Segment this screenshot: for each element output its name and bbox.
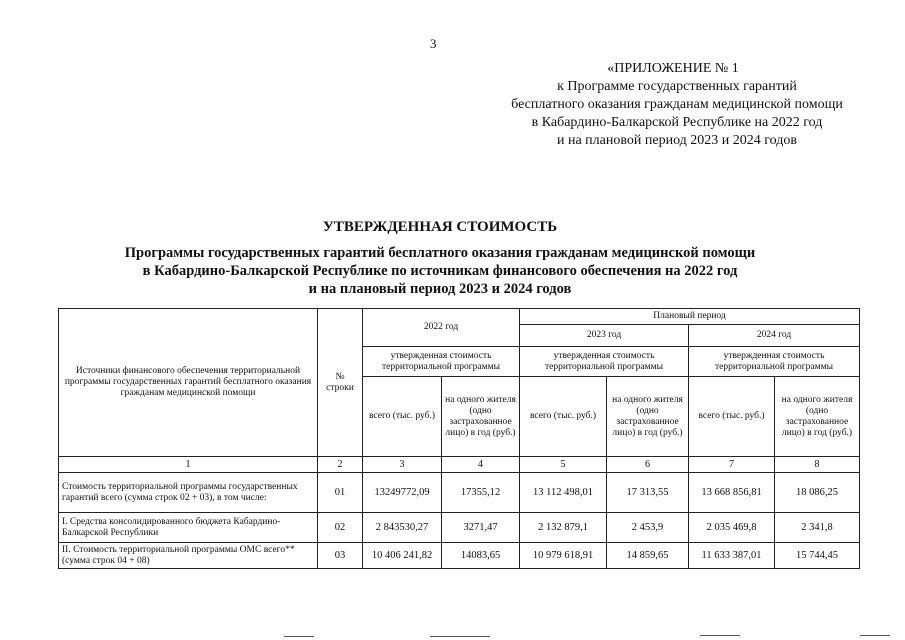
table-row bbox=[59, 543, 860, 569]
cell-value: 2 453,9 bbox=[607, 513, 689, 543]
cell-value: 10 979 618,91 bbox=[520, 543, 607, 569]
column-number: 8 bbox=[775, 457, 860, 473]
header-total: всего (тыс. руб.) bbox=[363, 377, 442, 457]
appendix-block bbox=[487, 60, 867, 150]
appendix-line: к Программе государственных гарантий bbox=[557, 79, 797, 94]
column-number: 1 bbox=[59, 457, 318, 473]
row-label: II. Стоимость территориальной программы ОМС всего** (сумма строк 04 + 08) bbox=[59, 543, 318, 569]
table-row bbox=[59, 473, 860, 513]
column-number: 2 bbox=[318, 457, 363, 473]
table-row bbox=[59, 513, 860, 543]
row-number: 03 bbox=[318, 543, 363, 569]
column-number: 3 bbox=[363, 457, 442, 473]
cell-value: 11 633 387,01 bbox=[689, 543, 775, 569]
column-number: 5 bbox=[520, 457, 607, 473]
header-planned-period: Плановый период bbox=[520, 309, 860, 325]
cell-value: 2 843530,27 bbox=[363, 513, 442, 543]
page-number: 3 bbox=[430, 36, 437, 51]
row-label: I. Средства консолидированного бюджета Кабардино-Балкарской Республики bbox=[59, 513, 318, 543]
appendix-line: и на плановой период 2023 и 2024 годов bbox=[556, 133, 798, 148]
row-number: 01 bbox=[318, 473, 363, 513]
header-approved-cost: утвержденная стоимость территориальной программы bbox=[520, 347, 689, 377]
cell-value: 13249772,09 bbox=[363, 473, 442, 513]
column-numbers-row bbox=[59, 457, 860, 473]
header-year-2023: 2023 год bbox=[520, 325, 689, 347]
cell-value: 2 035 469,8 bbox=[689, 513, 775, 543]
header-year-2024: 2024 год bbox=[689, 325, 860, 347]
scan-artifact bbox=[284, 636, 314, 637]
approved-cost-table bbox=[58, 308, 860, 569]
row-number: 02 bbox=[318, 513, 363, 543]
column-number: 7 bbox=[689, 457, 775, 473]
cell-value: 13 668 856,81 bbox=[689, 473, 775, 513]
cell-value: 17355,12 bbox=[442, 473, 520, 513]
row-label: Стоимость территориальной программы государственных гарантий всего (сумма строк 02 + 03), в том числе: bbox=[59, 473, 318, 513]
header-per-resident: на одного жителя (одно застрахованное лицо) в год (руб.) bbox=[442, 377, 520, 457]
header-source: Источники финансового обеспечения территориальной программы государственных гарантий бесплатного оказания гражданам медицинской помощи bbox=[59, 309, 318, 457]
cell-value: 18 086,25 bbox=[775, 473, 860, 513]
header-total: всего (тыс. руб.) bbox=[520, 377, 607, 457]
cell-value: 13 112 498,01 bbox=[520, 473, 607, 513]
cell-value: 17 313,55 bbox=[607, 473, 689, 513]
cell-value: 2 132 879,1 bbox=[520, 513, 607, 543]
column-number: 4 bbox=[442, 457, 520, 473]
title-line: и на плановый период 2023 и 2024 годов bbox=[308, 281, 572, 297]
title-main: УТВЕРЖДЕННАЯ СТОИМОСТЬ bbox=[322, 219, 558, 235]
appendix-heading: «ПРИЛОЖЕНИЕ № 1 bbox=[607, 61, 739, 76]
document-title bbox=[60, 218, 820, 298]
title-line: Программы государственных гарантий бесплатного оказания гражданам медицинской помощи bbox=[124, 245, 756, 261]
appendix-line: в Кабардино-Балкарской Республике на 2022 год bbox=[531, 115, 823, 130]
title-line: в Кабардино-Балкарской Республике по источникам финансового обеспечения на 2022 год bbox=[142, 263, 738, 279]
header-total: всего (тыс. руб.) bbox=[689, 377, 775, 457]
header-approved-cost: утвержденная стоимость территориальной программы bbox=[689, 347, 860, 377]
cell-value: 15 744,45 bbox=[775, 543, 860, 569]
scan-artifact bbox=[860, 635, 890, 636]
header-year-2022: 2022 год bbox=[363, 309, 520, 347]
scan-artifact bbox=[430, 636, 490, 637]
header-row-number: № строки bbox=[318, 309, 363, 457]
cell-value: 14 859,65 bbox=[607, 543, 689, 569]
column-number: 6 bbox=[607, 457, 689, 473]
cell-value: 14083,65 bbox=[442, 543, 520, 569]
cell-value: 2 341,8 bbox=[775, 513, 860, 543]
header-approved-cost: утвержденная стоимость территориальной программы bbox=[363, 347, 520, 377]
cell-value: 3271,47 bbox=[442, 513, 520, 543]
scan-artifact bbox=[700, 635, 740, 636]
cell-value: 10 406 241,82 bbox=[363, 543, 442, 569]
appendix-line: бесплатного оказания гражданам медицинской помощи bbox=[511, 97, 843, 112]
header-per-resident: на одного жителя (одно застрахованное лицо) в год (руб.) bbox=[775, 377, 860, 457]
header-per-resident: на одного жителя (одно застрахованное лицо) в год (руб.) bbox=[607, 377, 689, 457]
